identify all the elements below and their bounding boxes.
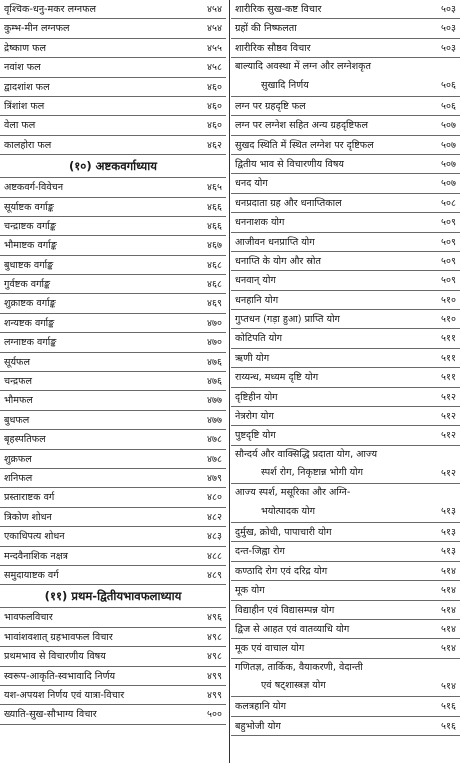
entry-title <box>235 329 424 348</box>
toc-entry <box>231 368 460 387</box>
entry-title-line: शुक्रफल <box>4 453 32 465</box>
entry-title-continuation: स्पर्श रोग, निकृष्टान्न भोगी योग <box>261 467 364 479</box>
entry-title <box>235 252 424 271</box>
entry-page-number: ४५८ <box>207 62 222 74</box>
entry-title-line: ग्रहों की निष्फलता <box>235 23 297 35</box>
entry-title-line: विद्याहीन एवं विद्यासम्पन्न योग <box>235 604 335 616</box>
entry-title <box>4 430 190 449</box>
entry-title-line: बहुभोजी योग <box>235 720 281 732</box>
toc-entry <box>0 58 226 77</box>
entry-title-line: धनप्रदाता ग्रह और धनाप्तिकाल <box>235 197 342 209</box>
entry-page-number: ५१४ <box>441 643 456 655</box>
entry-page-number: ५१४ <box>441 680 456 692</box>
entry-page-number: ४५४ <box>207 23 222 35</box>
toc-entry <box>231 19 460 38</box>
entry-page-number: ५१४ <box>441 623 456 635</box>
entry-page-number: ४९६ <box>207 612 222 624</box>
entry-page-number: ५११ <box>441 372 456 384</box>
entry-title-line: मूक योग <box>235 585 265 597</box>
entry-title-line: धनद योग <box>235 178 268 190</box>
entry-title <box>235 446 424 483</box>
toc-entry <box>0 217 226 236</box>
entry-title-line: नवांश फल <box>4 62 41 74</box>
entry-page-number: ४८२ <box>207 511 222 523</box>
entry-title-line: गुर्वष्टक वर्गाङ्क <box>4 279 51 291</box>
toc-entry <box>0 19 226 38</box>
entry-title-continuation: सुखादि निर्णय <box>261 79 309 91</box>
entry-title-line: कलत्रहानि योग <box>235 701 287 713</box>
entry-page-number: ५०७ <box>441 120 456 132</box>
entry-title <box>4 705 190 724</box>
entry-title <box>235 39 424 58</box>
entry-page-number: ५१० <box>441 314 456 326</box>
entry-title-line: त्रिकोण शोधन <box>4 511 52 523</box>
entry-title-line: ऋणी योग <box>235 352 270 364</box>
entry-page-number: ४७७ <box>207 414 222 426</box>
entry-title <box>4 275 190 294</box>
entry-page-number: ५१२ <box>441 391 456 403</box>
entry-title-line: द्रेष्काण फल <box>4 42 47 54</box>
entry-title-line: शन्यष्टक वर्गाङ्क <box>4 317 55 329</box>
entry-title <box>235 136 424 155</box>
entry-page-number: ४७८ <box>207 453 222 465</box>
entry-title <box>235 620 424 639</box>
toc-entry <box>231 213 460 232</box>
toc-entry <box>231 446 460 485</box>
entry-title <box>235 19 424 38</box>
entry-title <box>4 628 190 647</box>
toc-entry <box>231 717 460 736</box>
entry-title <box>4 78 190 97</box>
entry-title <box>4 116 190 135</box>
entry-title <box>4 236 190 255</box>
entry-title <box>4 97 190 116</box>
entry-page-number: ४६८ <box>207 259 222 271</box>
toc-entry <box>0 647 226 666</box>
entry-page-number: ४७६ <box>207 376 222 388</box>
entry-title-line: पुष्टदृष्टि योग <box>235 430 276 442</box>
toc-entry <box>0 628 226 647</box>
column-divider <box>229 0 230 763</box>
entry-page-number: ५०६ <box>441 100 456 112</box>
toc-entry <box>0 314 226 333</box>
entry-title <box>4 314 190 333</box>
entry-title <box>235 271 424 290</box>
entry-title-line: ख्याति-सुख-सौभाग्य विचार <box>4 709 97 721</box>
entry-title-line: बुधफल <box>4 414 30 426</box>
toc-entry <box>231 136 460 155</box>
entry-title-line: समुदायाष्टक वर्ग <box>4 569 59 581</box>
entry-page-number: ४८० <box>207 492 222 504</box>
entry-page-number: ५१३ <box>441 546 456 558</box>
entry-title <box>4 217 190 236</box>
toc-entry <box>231 349 460 368</box>
entry-page-number: ५०९ <box>441 255 456 267</box>
entry-title <box>4 39 190 58</box>
entry-page-number: ४७९ <box>207 472 222 484</box>
entry-title <box>4 19 190 38</box>
entry-title-line: शारीरिक सुख-कष्ट विचार <box>235 4 322 15</box>
entry-title-line: प्रथमभाव से विचारणीय विषय <box>4 651 106 663</box>
toc-entry <box>0 566 226 585</box>
entry-page-number: ५१२ <box>441 411 456 423</box>
entry-title-line: मन्दवैनाशिक नक्षत्र <box>4 550 68 562</box>
entry-page-number: ४७७ <box>207 395 222 407</box>
entry-title-line: सूर्यफल <box>4 356 30 368</box>
entry-title-line: त्रिंशांश फल <box>4 100 45 112</box>
toc-entry <box>0 705 226 724</box>
entry-title-line: शारीरिक सौष्ठव विचार <box>235 42 311 54</box>
entry-title <box>235 291 424 310</box>
entry-title <box>235 349 424 368</box>
entry-title <box>4 667 190 686</box>
entry-title <box>235 233 424 252</box>
entry-page-number: ४६० <box>207 120 222 132</box>
entry-title <box>4 391 190 410</box>
entry-title-line: एकाधिपत्य शोधन <box>4 531 65 543</box>
entry-page-number: ५११ <box>441 333 456 345</box>
entry-page-number: ५०९ <box>441 275 456 287</box>
toc-entry <box>0 256 226 275</box>
toc-entry <box>231 58 460 97</box>
entry-title <box>235 407 424 426</box>
entry-title-line: कोटिपति योग <box>235 333 283 345</box>
entry-title <box>235 174 424 193</box>
toc-entry <box>231 233 460 252</box>
entry-title-line: मूक एवं वाचाल योग <box>235 643 305 655</box>
entry-title-line: द्विज से आहत एवं वातव्याधि योग <box>235 623 350 635</box>
toc-entry <box>231 0 460 19</box>
entry-page-number: ५१० <box>441 294 456 306</box>
entry-title-line: शनिफल <box>4 472 33 484</box>
entry-page-number: ४६९ <box>207 298 222 310</box>
entry-title <box>235 155 424 174</box>
entry-title-line: बाल्यादि अवस्था में लग्न और लग्नेशकृत <box>235 61 371 73</box>
toc-entry <box>231 659 460 698</box>
toc-entry <box>231 542 460 561</box>
toc-entry <box>231 194 460 213</box>
entry-title-line: बृहस्पतिफल <box>4 434 46 446</box>
toc-entry <box>0 667 226 686</box>
entry-title <box>4 527 190 546</box>
entry-page-number: ५०७ <box>441 158 456 170</box>
entry-title-line: धनहानि योग <box>235 294 279 306</box>
entry-page-number: ५१४ <box>441 585 456 597</box>
entry-title <box>235 388 424 407</box>
entry-title <box>4 256 190 275</box>
entry-page-number: ५१३ <box>441 526 456 538</box>
entry-title-line: भावांशवशात् ग्रहभावफल विचार <box>4 631 113 643</box>
entry-title-line: धनाप्ति के योग और स्रोत <box>235 255 321 267</box>
toc-entry <box>0 198 226 217</box>
entry-title-line: राय्यन्ध, मध्यम दृष्टि योग <box>235 372 319 384</box>
entry-title <box>4 0 190 19</box>
toc-entry <box>0 527 226 546</box>
entry-page-number: ५०९ <box>441 236 456 248</box>
entry-page-number: ५११ <box>441 352 456 364</box>
toc-entry <box>0 430 226 449</box>
toc-entry <box>0 686 226 705</box>
toc-entry <box>0 78 226 97</box>
toc-entry <box>0 333 226 352</box>
toc-entry <box>231 697 460 716</box>
entry-title <box>235 368 424 387</box>
toc-entry <box>231 388 460 407</box>
entry-page-number: ५०० <box>207 709 222 721</box>
toc-entry <box>0 116 226 135</box>
entry-title-line: लग्नाष्टक वर्गाङ्क <box>4 337 57 349</box>
entry-title <box>4 136 190 155</box>
entry-title-line: चन्द्रफल <box>4 376 33 388</box>
entry-title <box>235 116 424 135</box>
entry-title-line: अष्टकवर्ग-विवेचन <box>4 182 64 194</box>
toc-entry <box>231 426 460 445</box>
entry-title <box>4 411 190 430</box>
entry-title <box>235 717 424 736</box>
entry-title-line: कण्ठादि रोग एवं दरिद्र योग <box>235 565 328 577</box>
entry-title-line: भौमफल <box>4 395 33 407</box>
entry-title-line: कालहोरा फल <box>4 139 52 151</box>
toc-entry <box>231 601 460 620</box>
entry-page-number: ४७० <box>207 337 222 349</box>
entry-page-number: ५१४ <box>441 565 456 577</box>
entry-title-line: स्वरूप-आकृति-स्वभावादि निर्णय <box>4 670 116 682</box>
entry-title <box>235 523 424 542</box>
entry-title-line: दृष्टिहीन योग <box>235 391 278 403</box>
chapter-heading: (११) प्रथम-द्वितीयभावफलाध्याय <box>0 585 226 608</box>
entry-page-number: ४८३ <box>207 531 222 543</box>
entry-title <box>4 353 190 372</box>
entry-title <box>235 659 424 696</box>
toc-entry <box>231 407 460 426</box>
entry-title <box>235 562 424 581</box>
toc-entry <box>0 294 226 313</box>
entry-title <box>4 508 190 527</box>
entry-page-number: ४९९ <box>207 670 222 682</box>
entry-title-line: वृश्चिक-धनु-मकर लग्नफल <box>4 4 97 15</box>
entry-page-number: ४७६ <box>207 356 222 368</box>
entry-title <box>4 686 190 705</box>
entry-page-number: ४७० <box>207 317 222 329</box>
entry-title <box>4 333 190 352</box>
toc-entry <box>0 469 226 488</box>
entry-title <box>235 58 424 95</box>
entry-title <box>4 469 190 488</box>
entry-page-number: ४६६ <box>207 201 222 213</box>
entry-page-number: ४६२ <box>207 139 222 151</box>
toc-entry <box>231 97 460 116</box>
entry-page-number: ४६७ <box>207 240 222 252</box>
entry-title-line: यश-अपयश निर्णय एवं यात्रा-विचार <box>4 689 125 701</box>
entry-page-number: ५०३ <box>441 42 456 54</box>
toc-entry <box>231 310 460 329</box>
toc-entry <box>0 372 226 391</box>
entry-page-number: ५१६ <box>441 701 456 713</box>
toc-entry <box>0 547 226 566</box>
entry-title-line: कुम्भ-मीन लग्नफल <box>4 23 70 35</box>
entry-page-number: ५०६ <box>441 80 456 92</box>
toc-entry <box>0 136 226 155</box>
entry-title-line: भावफलविचार <box>4 612 53 624</box>
entry-title <box>235 697 424 716</box>
entry-title-line: धननाशक योग <box>235 217 285 229</box>
entry-page-number: ५०७ <box>441 178 456 190</box>
entry-title-line: गणितज्ञ, तार्किक, वैयाकरणी, वेदान्ती <box>235 661 363 673</box>
entry-page-number: ५०७ <box>441 139 456 151</box>
entry-page-number: ४६५ <box>207 182 222 194</box>
entry-title <box>4 198 190 217</box>
entry-title-line: लग्न पर ग्रहदृष्टि फल <box>235 100 306 112</box>
entry-title <box>4 608 190 627</box>
toc-entry <box>231 620 460 639</box>
toc-entry <box>231 174 460 193</box>
toc-entry <box>231 484 460 523</box>
toc-entry <box>231 581 460 600</box>
toc-entry <box>0 608 226 627</box>
toc-entry <box>231 116 460 135</box>
entry-page-number: ४९९ <box>207 689 222 701</box>
entry-title-line: आजीवन धनप्राप्ति योग <box>235 236 315 248</box>
entry-title-line: बुधाष्टक वर्गाङ्क <box>4 259 54 271</box>
entry-page-number: ४८८ <box>207 550 222 562</box>
chapter-heading: (१०) अष्टकवर्गाध्याय <box>0 155 226 178</box>
entry-title-line: गुप्तधन (गड़ा हुआ) प्राप्ति योग <box>235 314 340 326</box>
entry-title-line: द्वादशांश फल <box>4 81 50 93</box>
entry-page-number: ५०३ <box>441 4 456 15</box>
entry-title <box>235 484 424 521</box>
entry-title-line: सौन्दर्य और वाक्सिद्धि प्रदाता योग, आज्य <box>235 448 378 460</box>
entry-page-number: ४५५ <box>207 42 222 54</box>
entry-page-number: ४९८ <box>207 651 222 663</box>
entry-page-number: ५१४ <box>441 604 456 616</box>
entry-page-number: ४६६ <box>207 220 222 232</box>
toc-entry <box>231 562 460 581</box>
entry-title <box>4 372 190 391</box>
entry-title-line: नेत्ररोग योग <box>235 411 274 423</box>
toc-entry <box>231 329 460 348</box>
entry-page-number: ५०८ <box>441 197 456 209</box>
entry-title <box>235 213 424 232</box>
entry-page-number: ४६० <box>207 100 222 112</box>
toc-entry <box>231 291 460 310</box>
toc-entry <box>231 523 460 542</box>
entry-title <box>4 450 190 469</box>
entry-title-line: भौमाष्टक वर्गाङ्क <box>4 240 57 252</box>
entry-page-number: ४६० <box>207 81 222 93</box>
entry-title <box>4 58 190 77</box>
entry-title-line: वेला फल <box>4 120 36 132</box>
toc-left-column <box>0 0 226 725</box>
toc-entry <box>0 236 226 255</box>
entry-title <box>4 488 190 507</box>
entry-title-line: आज्य स्पर्श, मसूरिका और अग्नि- <box>235 487 351 499</box>
entry-title <box>235 581 424 600</box>
entry-title-line: प्रस्ताराष्टक वर्ग <box>4 492 55 504</box>
toc-entry <box>231 155 460 174</box>
entry-page-number: ५०३ <box>441 23 456 35</box>
entry-title <box>235 426 424 445</box>
toc-entry <box>0 178 226 197</box>
entry-page-number: ४९८ <box>207 631 222 643</box>
toc-entry <box>0 97 226 116</box>
entry-title-line: दुर्मुख, क्रोधी, पापाचारी योग <box>235 526 332 538</box>
entry-page-number: ४५४ <box>207 4 222 15</box>
entry-title-continuation: भयोत्पादक योग <box>261 505 315 517</box>
entry-title <box>4 178 190 197</box>
entry-title <box>4 294 190 313</box>
entry-title <box>235 310 424 329</box>
entry-title-line: शुक्राष्टक वर्गाङ्क <box>4 298 56 310</box>
entry-title <box>4 547 190 566</box>
toc-entry <box>0 411 226 430</box>
toc-entry <box>231 39 460 58</box>
toc-entry <box>231 252 460 271</box>
entry-title-continuation: एवं षट्शास्त्रज्ञ योग <box>261 680 326 692</box>
toc-entry <box>0 39 226 58</box>
entry-title <box>235 542 424 561</box>
toc-entry <box>231 271 460 290</box>
entry-title <box>4 647 190 666</box>
entry-title <box>235 601 424 620</box>
entry-title-line: द्वितीय भाव से विचारणीय विषय <box>235 158 344 170</box>
toc-entry <box>0 391 226 410</box>
entry-page-number: ५१६ <box>441 720 456 732</box>
toc-entry <box>0 450 226 469</box>
entry-page-number: ४६८ <box>207 279 222 291</box>
toc-entry <box>231 639 460 658</box>
entry-page-number: ४८९ <box>207 569 222 581</box>
entry-title-line: चन्द्राष्टक वर्गाङ्क <box>4 220 56 232</box>
entry-title <box>235 639 424 658</box>
entry-title-line: सूर्याष्टक वर्गाङ्क <box>4 201 54 213</box>
entry-title <box>235 97 424 116</box>
entry-page-number: ५१२ <box>441 467 456 479</box>
entry-title-line: सुखद स्थिति में स्थित लग्नेश पर दृष्टिफल <box>235 139 374 151</box>
entry-title-line: लग्न पर लग्नेश सहित अन्य ग्रहदृष्टिफल <box>235 120 369 132</box>
entry-title <box>4 566 190 585</box>
toc-entry <box>0 0 226 19</box>
toc-entry <box>0 488 226 507</box>
toc-entry <box>0 275 226 294</box>
entry-page-number: ५१२ <box>441 430 456 442</box>
entry-title <box>235 0 424 19</box>
toc-right-column <box>231 0 460 736</box>
entry-page-number: ४७८ <box>207 434 222 446</box>
entry-title <box>235 194 424 213</box>
toc-entry <box>0 353 226 372</box>
entry-page-number: ५०९ <box>441 217 456 229</box>
entry-page-number: ५१३ <box>441 506 456 518</box>
entry-title-line: धनवान् योग <box>235 275 276 287</box>
toc-entry <box>0 508 226 527</box>
entry-title-line: दन्त-जिह्वा रोग <box>235 546 285 558</box>
